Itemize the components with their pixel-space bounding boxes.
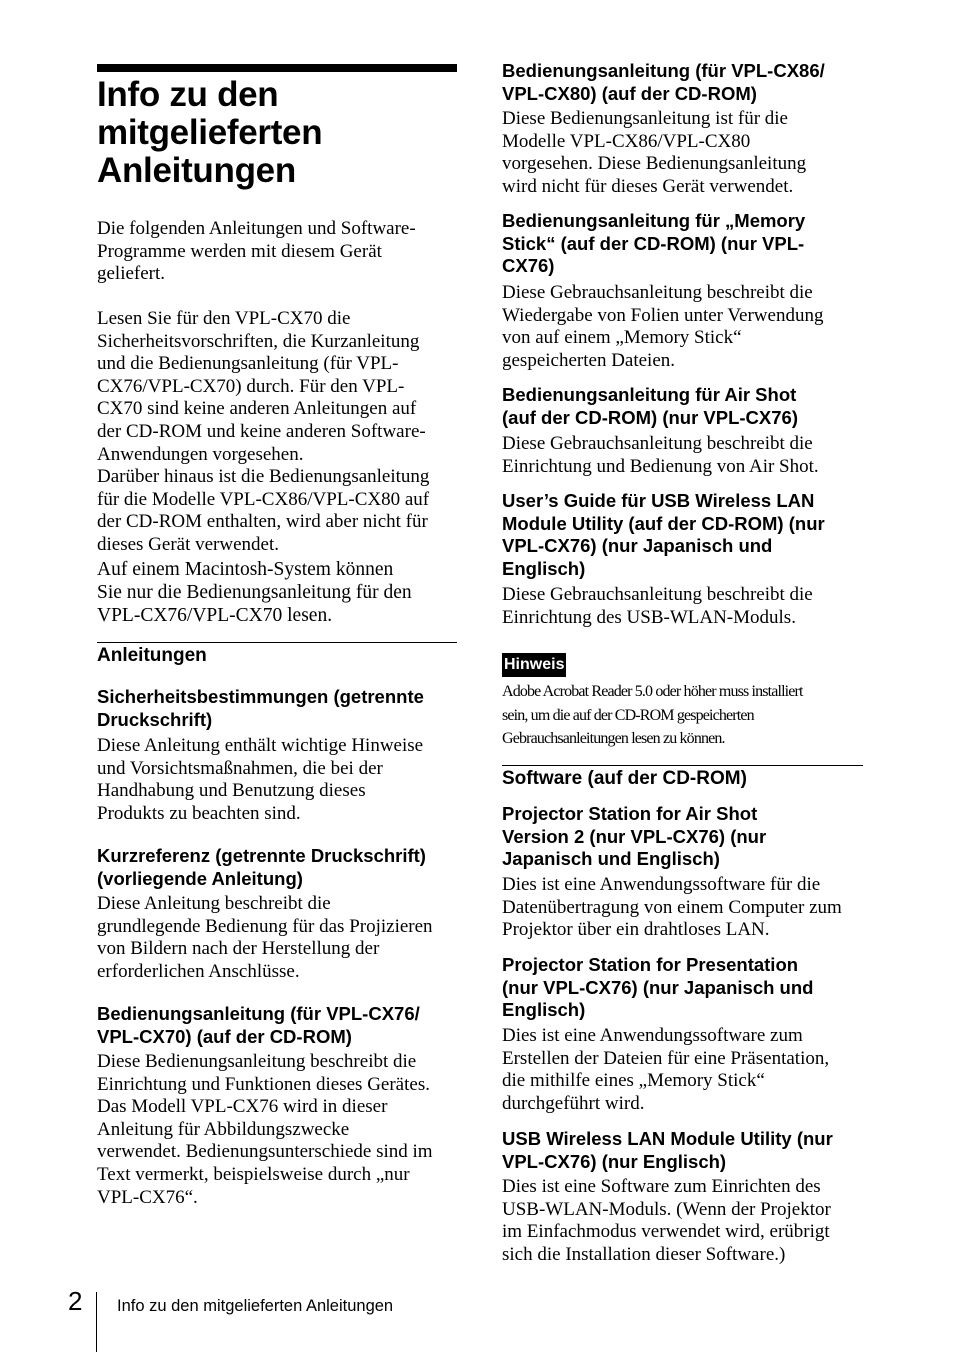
- item-heading: Bedienungsanleitung für Air Shot (auf der CD-ROM) (nur VPL-CX76): [502, 384, 798, 428]
- note-label: Hinweis: [502, 653, 566, 677]
- item-heading: Bedienungsanleitung (für VPL-CX86/ VPL-CX80) (auf der CD-ROM): [502, 60, 825, 104]
- item-body: Diese Gebrauchsanleitung beschreibt die Wiedergabe von Folien unter Verwendung von auf einem „Memory Stick“ gespeicherten Dateien.: [502, 282, 824, 371]
- item-body: Diese Anleitung enthält wichtige Hinweise und Vorsichtsmaßnahmen, die bei der Handhabung und Benutzung dieses Produkts zu beachten sind.: [97, 735, 424, 824]
- macintosh-paragraph: Auf einem Macintosh-System können Sie nur die Bedienungsanleitung für den VPL-CX76/VPL-CX70 lesen.: [97, 559, 412, 626]
- section-heading-software: Software (auf der CD-ROM): [502, 768, 747, 789]
- item-body: Diese Anleitung beschreibt die grundlegende Bedienung für das Projizieren von Bildern nach der Herstellung der erforderlichen Anschlüsse.: [97, 893, 433, 982]
- page-title: Info zu den mitgelieferten Anleitungen: [97, 75, 323, 190]
- section-divider: [502, 765, 863, 766]
- item-heading: Sicherheitsbestimmungen (getrennte Druckschrift): [97, 686, 424, 730]
- item-heading: User’s Guide für USB Wireless LAN Module Utility (auf der CD-ROM) (nur VPL-CX76) (nur Japanisch und Englisch): [502, 490, 825, 579]
- running-title: Info zu den mitgelieferten Anleitungen: [117, 1297, 394, 1315]
- item-heading: Bedienungsanleitung für „Memory Stick“ (auf der CD-ROM) (nur VPL- CX76): [502, 210, 806, 277]
- item-body: Dies ist eine Software zum Einrichten des USB-WLAN-Moduls. (Wenn der Projektor im Einfachmodus verwendet wird, erübrigt sich die Installation dieser Software.): [502, 1176, 831, 1265]
- item-body: Diese Bedienungsanleitung beschreibt die Einrichtung und Funktionen dieses Gerätes. Das Modell VPL-CX76 wird in dieser Anleitung für Abbildungszwecke verwendet. Bedienungsunterschiede sind im Text vermerkt, beispielsweise durch „nur VPL-CX76“.: [97, 1051, 433, 1208]
- intro-paragraph: Die folgenden Anleitungen und Software- Programme werden mit diesem Gerät geliefert.: [97, 218, 416, 285]
- note-text: Adobe Acrobat Reader 5.0 oder höher muss installiert sein, um die auf der CD-ROM gespeicherten Gebrauchsanleitungen lesen zu können.: [502, 683, 803, 747]
- section-heading-anleitungen: Anleitungen: [97, 645, 207, 666]
- item-body: Diese Gebrauchsanleitung beschreibt die Einrichtung und Bedienung von Air Shot.: [502, 433, 819, 477]
- item-body: Dies ist eine Anwendungssoftware für die Datenübertragung von einem Computer zum Projektor über ein drahtloses LAN.: [502, 874, 842, 941]
- item-heading: Bedienungsanleitung (für VPL-CX76/ VPL-CX70) (auf der CD-ROM): [97, 1003, 420, 1047]
- item-heading: Projector Station for Air Shot Version 2 (nur VPL-CX76) (nur Japanisch und Englisch): [502, 803, 767, 870]
- section-divider: [97, 642, 457, 643]
- item-heading: USB Wireless LAN Module Utility (nur VPL-CX76) (nur Englisch): [502, 1128, 833, 1172]
- title-bar: [97, 64, 457, 72]
- item-heading: Projector Station for Presentation (nur VPL-CX76) (nur Japanisch und Englisch): [502, 954, 814, 1021]
- item-body: Diese Bedienungsanleitung ist für die Modelle VPL-CX86/VPL-CX80 vorgesehen. Diese Bedienungsanleitung wird nicht für dieses Gerät verwendet.: [502, 108, 807, 197]
- item-heading: Kurzreferenz (getrennte Druckschrift) (vorliegende Anleitung): [97, 845, 426, 889]
- instructions-paragraph: Lesen Sie für den VPL-CX70 die Sicherheitsvorschriften, die Kurzanleitung und die Bedienungsanleitung (für VPL- CX76/VPL-CX70) durch. Für den VPL- CX70 sind keine anderen Anleitungen auf der CD-ROM und keine anderen Software- Anwendungen vorgesehen. Darüber hinaus ist die Bedienungsanleitung für die Modelle VPL-CX86/VPL-CX80 auf der CD-ROM enthalten, wird aber nicht für dieses Gerät verwendet.: [97, 308, 430, 555]
- item-body: Diese Gebrauchsanleitung beschreibt die Einrichtung des USB-WLAN-Moduls.: [502, 584, 813, 628]
- footer-divider: [96, 1292, 97, 1352]
- page-number: 2: [68, 1286, 83, 1316]
- item-body: Dies ist eine Anwendungssoftware zum Erstellen der Dateien für eine Präsentation, die mithilfe eines „Memory Stick“ durchgeführt wird.: [502, 1025, 830, 1114]
